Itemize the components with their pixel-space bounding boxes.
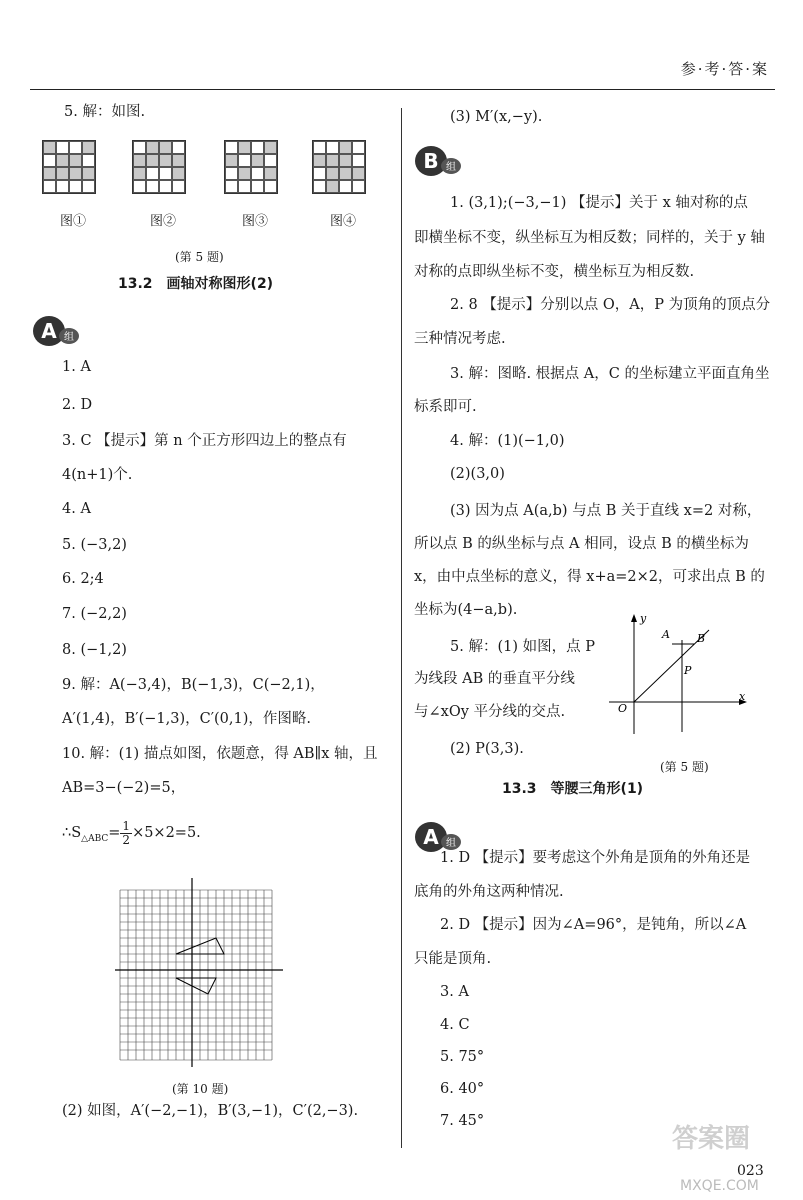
area-tail: ×5×2=5. <box>132 825 201 841</box>
a-answer-5: 5. (−3,2) <box>62 537 127 553</box>
b-answer-4: 4. 解：(1)(−1,0) <box>450 433 565 449</box>
group-b-badge-icon <box>413 144 463 178</box>
b-answer-1-cont2: 对称的点即纵坐标不变，横坐标互为相反数. <box>414 264 695 280</box>
badge-b-sub: 组 <box>446 162 456 173</box>
figure-grid-2 <box>132 140 186 194</box>
svg-text:P: P <box>684 664 692 677</box>
b-answer-5-cont2: 与∠xOy 平分线的交点. <box>414 704 566 720</box>
figure-grid-3 <box>224 140 278 194</box>
a2-answer-1: 1. D 【提示】要考虑这个外角是顶角的外角还是 <box>440 850 751 866</box>
b-answer-5: 5. 解：(1) 如图，点 P <box>450 639 595 655</box>
b-answer-2-cont: 三种情况考虑. <box>414 331 506 347</box>
header-rule <box>30 89 775 90</box>
b-answer-4-3: (3) 因为点 A(a,b) 与点 B 关于直线 x=2 对称， <box>450 503 762 519</box>
a2-answer-6: 6. 40° <box>440 1081 485 1097</box>
fig10-caption: (第 10 题) <box>172 1082 229 1096</box>
a2-answer-4: 4. C <box>440 1017 470 1033</box>
a-answer-9: 9. 解：A(−3,4)，B(−1,3)，C(−2,1)， <box>62 677 325 693</box>
b-answer-1: 1. (3,1);(−3,−1) 【提示】关于 x 轴对称的点 <box>450 195 748 211</box>
badge-b-letter: B <box>423 149 439 173</box>
b-answer-5-cont: 为线段 AB 的垂直平分线 <box>414 671 575 687</box>
a-answer-6: 6. 2;4 <box>62 571 104 587</box>
section-13-2-title: 13.2 画轴对称图形(2) <box>118 276 274 292</box>
b-answer-4-3-cont2: x，由中点坐标的意义，得 x+a=2×2，可求出点 B 的 <box>414 569 765 585</box>
a-answer-3-cont: 4(n+1)个. <box>62 467 133 483</box>
b-answer-4-3-cont: 所以点 B 的纵坐标与点 A 相同，设点 B 的横坐标为 <box>414 536 749 552</box>
figure-label-2: 图② <box>150 214 177 229</box>
figure-10-coordinate-grid <box>115 872 295 1072</box>
page-number: 023 <box>737 1163 764 1179</box>
group-a-badge-icon <box>31 314 81 348</box>
badge-a2-sub: 组 <box>446 838 456 849</box>
badge-a-letter: A <box>41 319 57 343</box>
svg-text:x: x <box>739 690 746 703</box>
b-answer-4-3-cont3: 坐标为(4−a,b). <box>414 602 518 618</box>
svg-text:B: B <box>697 632 706 645</box>
a-answer-10-cont: AB=3−(−2)=5， <box>62 780 186 796</box>
a-answer-2: 2. D <box>62 397 93 413</box>
svg-text:y: y <box>640 612 647 625</box>
a2-answer-2: 2. D 【提示】因为∠A=96°，是钝角，所以∠A <box>440 917 747 933</box>
a-answer-3: 3. C 【提示】第 n 个正方形四边上的整点有 <box>62 433 347 449</box>
section-13-3-title: 13.3 等腰三角形(1) <box>502 781 644 797</box>
q10-part2: (2) 如图，A′(−2,−1)，B′(3,−1)，C′(2,−3). <box>62 1103 359 1119</box>
b-answer-5-2: (2) P(3,3). <box>450 741 524 757</box>
figure-grid-4 <box>312 140 366 194</box>
figure-label-3: 图③ <box>242 214 269 229</box>
badge-a2-letter: A <box>423 825 439 849</box>
page-header-title: 参·考·答·案 <box>680 60 769 78</box>
b-answer-1-cont: 即横坐标不变，纵坐标互为相反数；同样的，关于 y 轴 <box>414 230 765 246</box>
r-line-m-prime: (3) M′(x,−y). <box>450 109 543 125</box>
area-sub: △ABC <box>81 833 109 844</box>
watermark-logo: 答案圈 <box>672 1124 751 1154</box>
figure-5-bisector-diagram <box>604 612 754 742</box>
fig5-caption: (第 5 题) <box>175 250 224 264</box>
a2-answer-7: 7. 45° <box>440 1113 485 1129</box>
badge-a-sub: 组 <box>64 332 74 343</box>
svg-text:O: O <box>618 702 628 715</box>
a-answer-7: 7. (−2,2) <box>62 606 127 622</box>
a2-answer-3: 3. A <box>440 984 469 1000</box>
a-answer-9-cont: A′(1,4)，B′(−1,3)，C′(0,1)，作图略. <box>62 711 311 727</box>
a-answer-4: 4. A <box>62 501 91 517</box>
a-answer-1: 1. A <box>62 359 91 375</box>
area-formula <box>62 818 201 854</box>
a2-answer-1-cont: 底角的外角这两种情况. <box>414 884 564 900</box>
area-prefix: ∴S <box>62 825 82 841</box>
figure-label-4: 图④ <box>330 214 357 229</box>
area-eq: = <box>108 825 121 841</box>
a-answer-10: 10. 解：(1) 描点如图，依题意，得 AB∥x 轴，且 <box>62 746 378 762</box>
b-answer-2: 2. 8 【提示】分别以点 O，A，P 为顶角的顶点分 <box>450 297 771 313</box>
b-answer-3: 3. 解：图略. 根据点 A，C 的坐标建立平面直角坐 <box>450 366 770 382</box>
a2-answer-5: 5. 75° <box>440 1049 485 1065</box>
fraction-one-half: $\frac{1}{2}$ <box>122 818 131 847</box>
b-answer-4-2: (2)(3,0) <box>450 466 505 482</box>
figure-grid-1 <box>42 140 96 194</box>
svg-text:A: A <box>662 628 670 641</box>
a2-answer-2-cont: 只能是顶角. <box>414 951 492 967</box>
column-divider <box>401 108 402 1148</box>
b-answer-3-cont: 标系即可. <box>414 399 477 415</box>
q5-intro: 5. 解：如图. <box>64 104 146 120</box>
watermark-url: MXQE.COM <box>680 1178 759 1194</box>
right-fig5-caption: (第 5 题) <box>660 760 709 774</box>
figure-label-1: 图① <box>60 214 87 229</box>
a-answer-8: 8. (−1,2) <box>62 642 127 658</box>
